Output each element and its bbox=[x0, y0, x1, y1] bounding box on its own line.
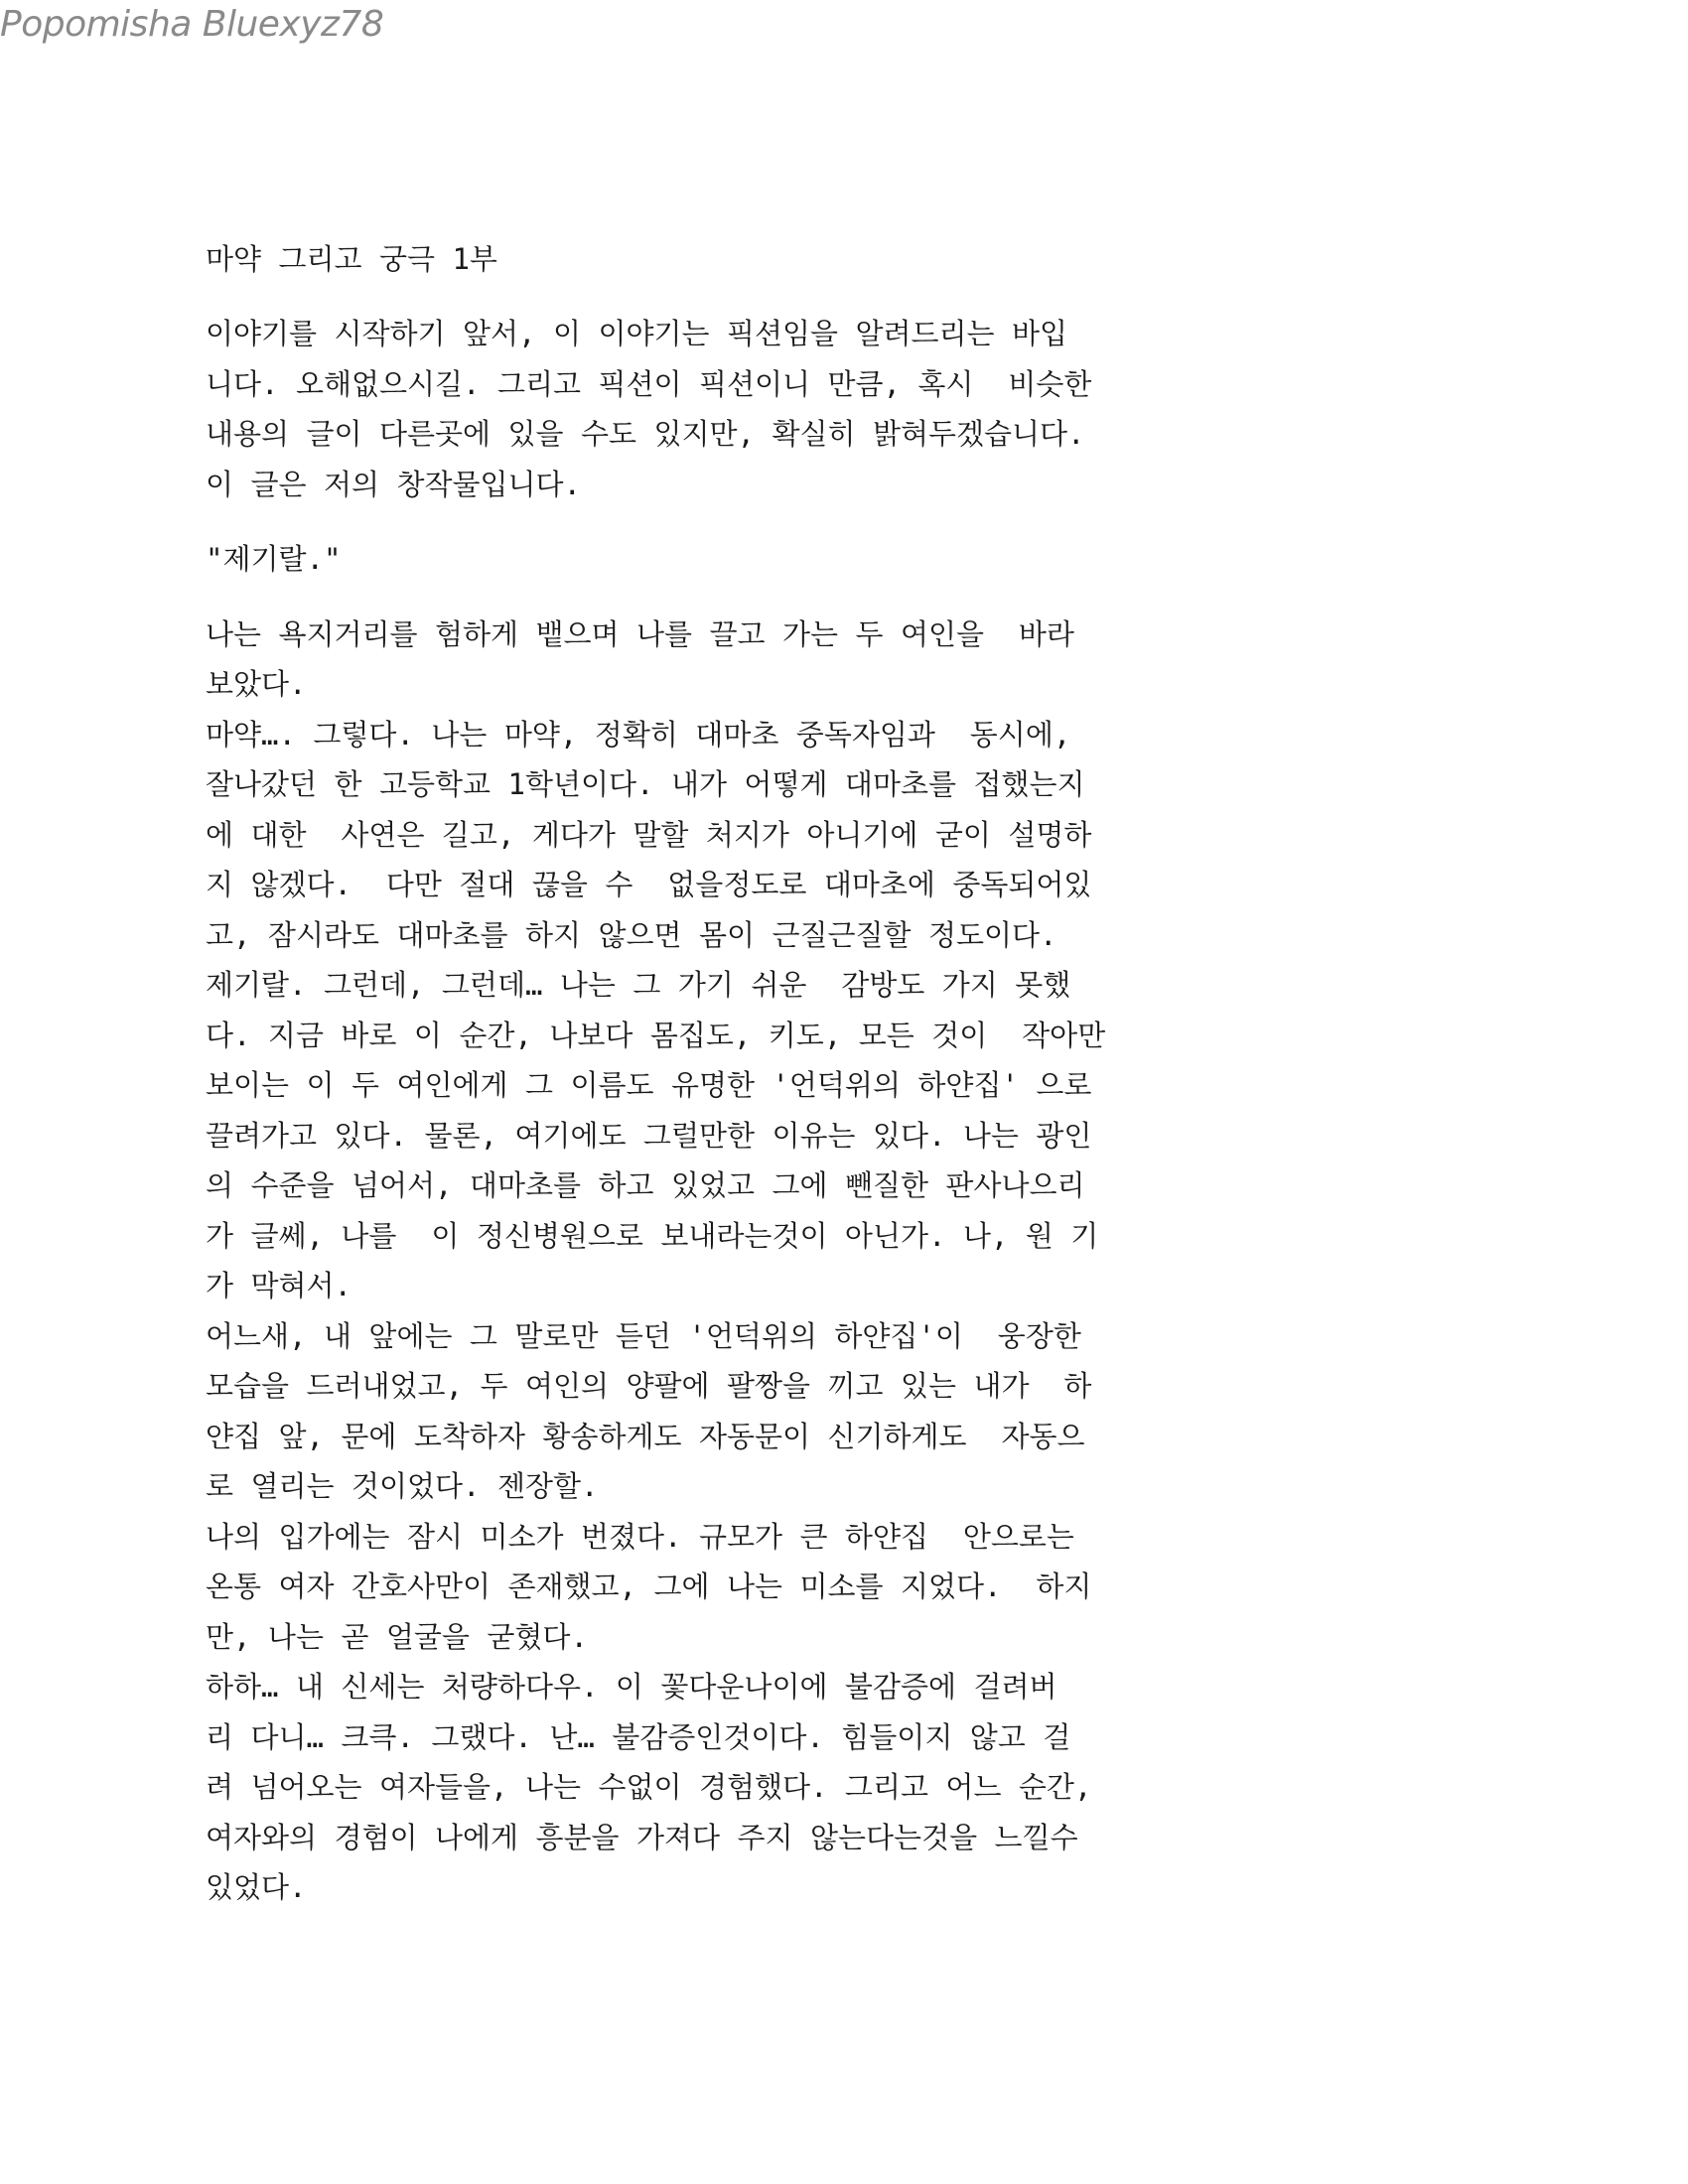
document-page bbox=[206, 234, 1198, 1913]
text-line: 어느새, 내 앞에는 그 말로만 듣던 '언덕위의 하얀집'이 웅장한 bbox=[206, 1318, 1081, 1353]
text-line: 내용의 글이 다른곳에 있을 수도 있지만, 확실히 밝혀두겠습니다. bbox=[206, 417, 1085, 451]
text-line: 잘나갔던 한 고등학교 1학년이다. 내가 어떻게 대마초를 접했는지 bbox=[206, 767, 1085, 801]
text-line: 제기랄. 그런데, 그런데… 나는 그 가기 쉬운 감방도 가지 못했 bbox=[206, 968, 1071, 1002]
text-line: 려 넘어오는 여자들을, 나는 수없이 경험했다. 그리고 어느 순간, bbox=[206, 1770, 1092, 1804]
text-line: 온통 여자 간호사만이 존재했고, 그에 나는 미소를 지었다. 하지 bbox=[206, 1570, 1092, 1603]
text-line: 하하… 내 신세는 처량하다우. 이 꽃다운나이에 불감증에 걸려버 bbox=[206, 1670, 1057, 1704]
text-line: 모습을 드러내었고, 두 여인의 양팔에 팔짱을 끼고 있는 내가 하 bbox=[206, 1369, 1092, 1403]
text-line: 얀집 앞, 문에 도착하자 황송하게도 자동문이 신기하게도 자동으 bbox=[206, 1419, 1085, 1453]
quote-paragraph bbox=[206, 534, 1198, 585]
text-line: 마약…. 그렇다. 나는 마약, 정확히 대마초 중독자임과 동시에, bbox=[206, 717, 1071, 751]
text-line: 여자와의 경험이 나에게 흥분을 가져다 주지 않는다는것을 느낄수 bbox=[206, 1820, 1078, 1854]
text-line: 나의 입가에는 잠시 미소가 번졌다. 규모가 큰 하얀집 안으로는 bbox=[206, 1519, 1074, 1554]
text-line: 보았다. bbox=[206, 667, 307, 701]
text-line: 나는 욕지거리를 험하게 뱉으며 나를 끌고 가는 두 여인을 바라 bbox=[206, 616, 1074, 651]
text-line: 지 않겠다. 다만 절대 끊을 수 없을정도로 대마초에 중독되어있 bbox=[206, 868, 1092, 901]
text-line: 고, 잠시라도 대마초를 하지 않으면 몸이 근질근질할 정도이다. bbox=[206, 917, 1057, 952]
watermark: Popomisha Bluexyz78 bbox=[0, 4, 384, 45]
text-line: 에 대한 사연은 길고, 게다가 말할 처지가 아니기에 굳이 설명하 bbox=[206, 817, 1092, 852]
text-line: 의 수준을 넘어서, 대마초를 하고 있었고 그에 뺀질한 판사나으리 bbox=[206, 1168, 1085, 1202]
text-line: 리 다니… 크큭. 그랬다. 난… 불감증인것이다. 힘들이지 않고 걸 bbox=[206, 1719, 1071, 1754]
text-line: 이야기를 시작하기 앞서, 이 이야기는 픽션임을 알려드리는 바입 bbox=[206, 317, 1068, 350]
text-line: 니다. 오해없으시길. 그리고 픽션이 픽션이니 만큼, 혹시 비슷한 bbox=[206, 366, 1092, 401]
document-title: 마약 그리고 궁극 1부 bbox=[206, 242, 497, 276]
story-body bbox=[206, 610, 1198, 1913]
text-line: 만, 나는 곧 얼굴을 굳혔다. bbox=[206, 1619, 588, 1654]
text-line: 가 막혀서. bbox=[206, 1269, 352, 1302]
text-line: 로 열리는 것이었다. 젠장할. bbox=[206, 1469, 599, 1503]
text-line: 이 글은 저의 창작물입니다. bbox=[206, 467, 581, 501]
text-line: 있었다. bbox=[206, 1870, 307, 1904]
text-line: 다. 지금 바로 이 순간, 나보다 몸집도, 키도, 모든 것이 작아만 bbox=[206, 1018, 1106, 1052]
text-line: 끌려가고 있다. 물론, 여기에도 그럴만한 이유는 있다. 나는 광인 bbox=[206, 1118, 1092, 1153]
intro-paragraph bbox=[206, 309, 1198, 509]
quote-line: "제기랄." bbox=[206, 542, 342, 576]
text-line: 가 글쎄, 나를 이 정신병원으로 보내라는것이 아닌가. 나, 원 기 bbox=[206, 1218, 1099, 1253]
text-line: 보이는 이 두 여인에게 그 이름도 유명한 '언덕위의 하얀집' 으로 bbox=[206, 1068, 1092, 1102]
